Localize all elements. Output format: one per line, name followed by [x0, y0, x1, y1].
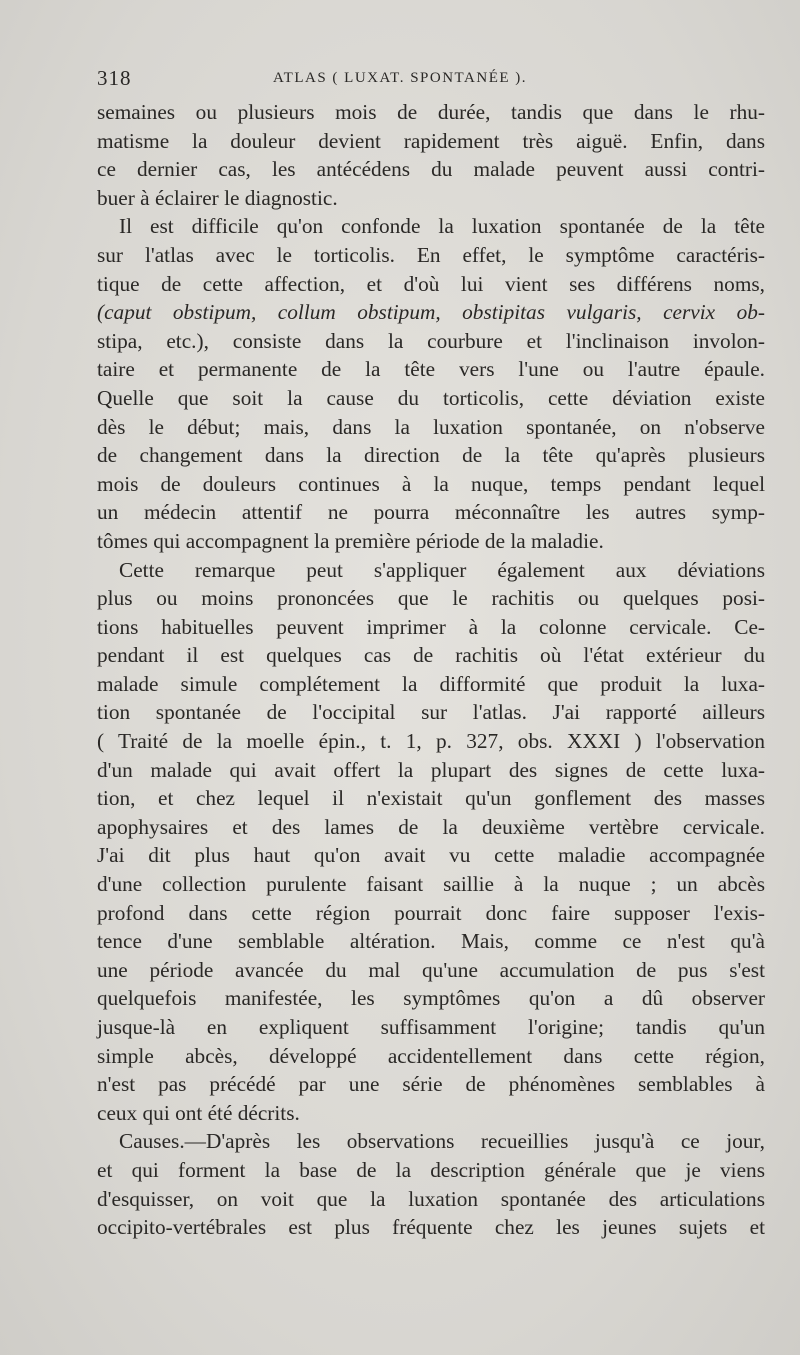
text-line: ceux qui ont été décrits. — [97, 1100, 300, 1125]
text-line: d'un malade qui avait offert la plupart des signes de cette luxa- — [97, 757, 765, 782]
text-line: J'ai dit plus haut qu'on avait vu cette maladie accompagnée — [97, 843, 765, 868]
body-text — [97, 98, 765, 1242]
text-line: de changement dans la direction de la tête qu'après plusieurs — [97, 443, 765, 468]
text-line: Quelle que soit la cause du torticolis, cette déviation existe — [97, 385, 765, 410]
text-line: mois de douleurs continues à la nuque, temps pendant lequel — [97, 471, 765, 496]
text-line: tômes qui accompagnent la première période de la maladie. — [97, 528, 604, 553]
text-line: malade simule complétement la difformité que produit la luxa- — [97, 671, 765, 696]
text-line: stipa, etc.), consiste dans la courbure et l'inclinaison involon- — [97, 328, 765, 353]
page-header — [97, 66, 697, 91]
text-line: n'est pas précédé par une série de phénomènes semblables à — [97, 1072, 765, 1097]
text-line: profond dans cette région pourrait donc faire supposer l'exis- — [97, 900, 765, 925]
text-line: simple abcès, développé accidentellement dans cette région, — [97, 1043, 765, 1068]
text-line: quelquefois manifestée, les symptômes qu'on a dû observer — [97, 986, 765, 1011]
page-number: 318 — [97, 66, 132, 90]
text-line: dès le début; mais, dans la luxation spontanée, on n'observe — [97, 414, 765, 439]
text-line: plus ou moins prononcées que le rachitis ou quelques posi- — [97, 586, 765, 611]
text-line: Cette remarque peut s'appliquer également aux déviations — [119, 557, 765, 582]
text-line: et qui forment la base de la description générale que je viens — [97, 1157, 765, 1182]
text-line: une période avancée du mal qu'une accumulation de pus s'est — [97, 957, 765, 982]
text-line: tion spontanée de l'occipital sur l'atlas. J'ai rapporté ailleurs — [97, 700, 765, 725]
text-line: apophysaires et des lames de la deuxième vertèbre cervicale. — [97, 814, 765, 839]
text-line: sur l'atlas avec le torticolis. En effet, le symptôme caractéris- — [97, 242, 765, 267]
running-title: ATLAS ( LUXAT. SPONTANÉE ). — [273, 70, 528, 86]
text-line: tion, et chez lequel il n'existait qu'un gonflement des masses — [97, 786, 765, 811]
text-line: taire et permanente de la tête vers l'une ou l'autre épaule. — [97, 357, 765, 382]
text-line: pendant il est quelques cas de rachitis où l'état extérieur du — [97, 643, 765, 668]
text-line: Il est difficile qu'on confonde la luxation spontanée de la tête — [119, 214, 765, 239]
text-line: (caput obstipum, collum obstipum, obstipitas vulgaris, cervix ob- — [97, 300, 765, 325]
text-line: ( Traité de la moelle épin., t. 1, p. 327, obs. XXXI ) l'observation — [97, 729, 765, 754]
text-line: d'esquisser, on voit que la luxation spontanée des articulations — [97, 1186, 765, 1211]
text-line: tique de cette affection, et d'où lui vient ses différens noms, — [97, 271, 765, 296]
text-line: tence d'une semblable altération. Mais, comme ce n'est qu'à — [97, 929, 765, 954]
text-line: occipito-vertébrales est plus fréquente chez les jeunes sujets et — [97, 1215, 765, 1240]
text-line: tions habituelles peuvent imprimer à la colonne cervicale. Ce- — [97, 614, 765, 639]
text-line: buer à éclairer le diagnostic. — [97, 185, 338, 210]
text-line: ce dernier cas, les antécédens du malade peuvent aussi contri- — [97, 157, 765, 182]
text-line: matisme la douleur devient rapidement très aiguë. Enfin, dans — [97, 128, 765, 153]
text-line: semaines ou plusieurs mois de durée, tandis que dans le rhu- — [97, 100, 765, 124]
text-line: d'une collection purulente faisant saillie à la nuque ; un abcès — [97, 872, 765, 897]
text-line: jusque-là en expliquent suffisamment l'origine; tandis qu'un — [97, 1015, 765, 1039]
text-line: Causes.—D'après les observations recueillies jusqu'à ce jour, — [119, 1129, 765, 1154]
text-line: un médecin attentif ne pourra méconnaître les autres symp- — [97, 500, 765, 525]
